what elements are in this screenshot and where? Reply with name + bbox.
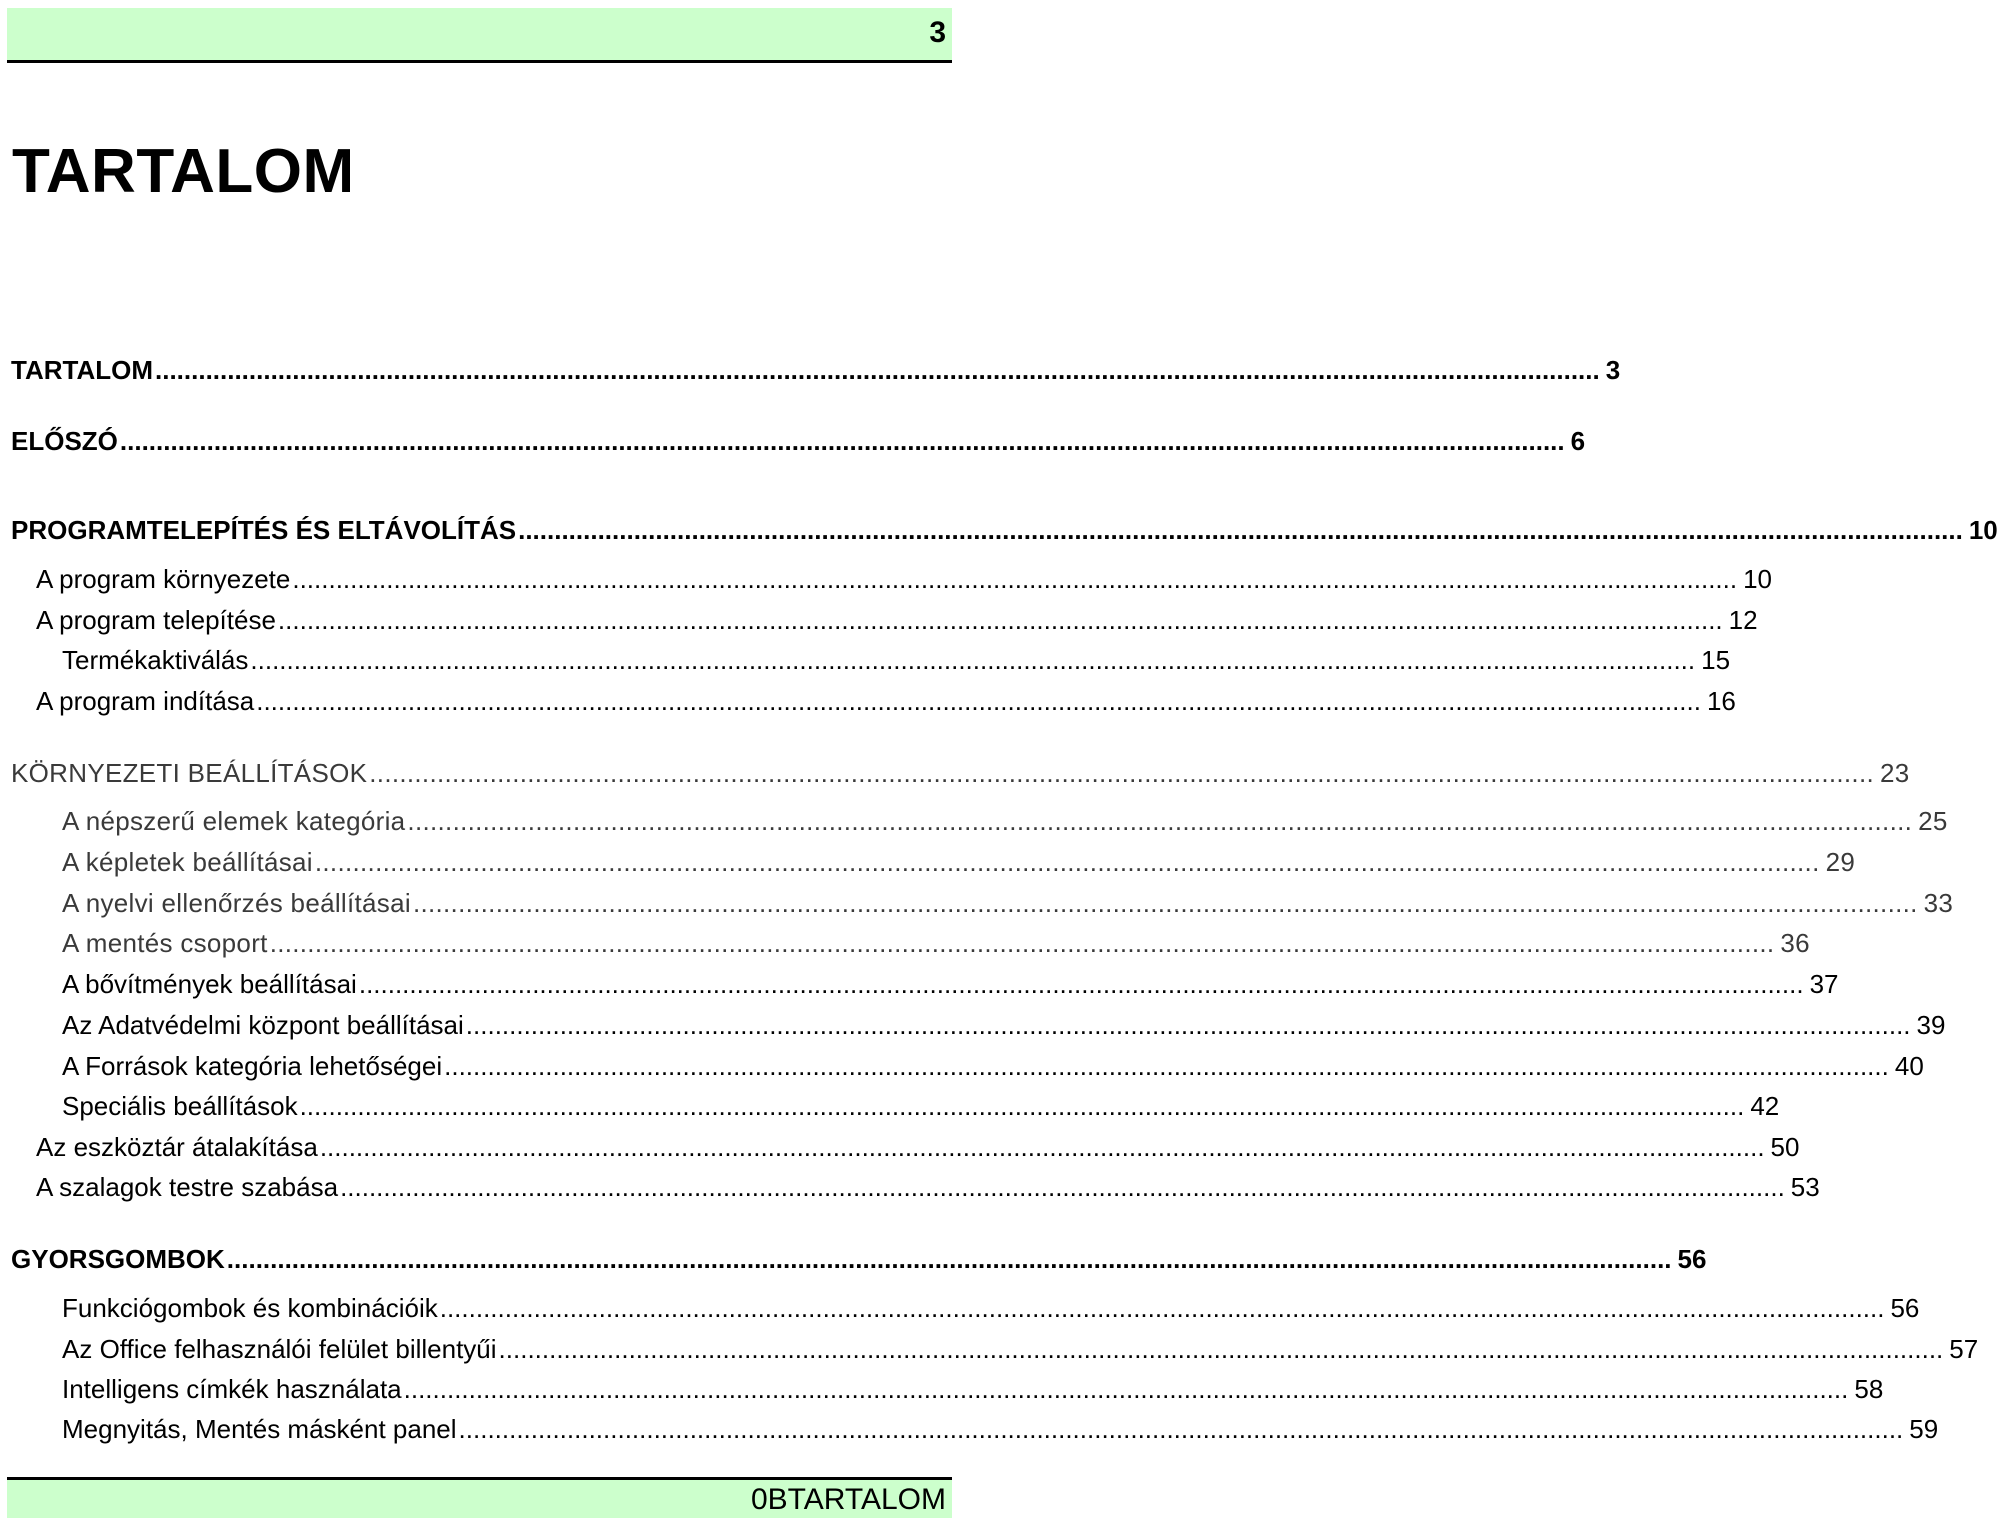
toc-entry[interactable] (36, 1170, 1820, 1204)
toc-entry[interactable] (62, 804, 1948, 838)
toc-dot-leader: ........................................................................................................................................................................................................ (444, 1051, 1889, 1081)
toc-entry[interactable] (62, 926, 1810, 960)
toc-entry[interactable] (62, 1412, 1939, 1446)
toc-dot-leader: ........................................................................................................................................................................................................ (314, 847, 1820, 877)
toc-entry[interactable] (62, 643, 1731, 677)
toc-entry[interactable] (11, 353, 1621, 387)
toc-entry-label: TARTALOM (11, 355, 153, 385)
toc-entry-label: GYORSGOMBOK (11, 1244, 225, 1274)
toc-entry-page-number: 42 (1750, 1091, 1780, 1121)
footer-section-label: 0BTARTALOM (750, 1483, 946, 1516)
toc-entry-page-number: 56 (1890, 1293, 1920, 1323)
toc-dot-leader: ........................................................................................................................................................................................................ (299, 1091, 1745, 1121)
toc-dot-leader: ........................................................................................................................................................................................................ (319, 1132, 1765, 1162)
toc-entry-label: PROGRAMTELEPÍTÉS ÉS ELTÁVOLÍTÁS (11, 515, 517, 545)
toc-entry[interactable] (11, 513, 1998, 547)
toc-dot-leader: ........................................................................................................................................................................................................ (403, 1374, 1849, 1404)
toc-entry-label: KÖRNYEZETI BEÁLLÍTÁSOK (11, 758, 368, 788)
toc-entry-label: Speciális beállítások (62, 1091, 298, 1121)
toc-dot-leader: ........................................................................................................................................................................................................ (465, 1010, 1911, 1040)
toc-entry-label: A népszerű elemek kategória (62, 806, 406, 836)
toc-entry[interactable] (62, 1291, 1920, 1325)
toc-entry-label: Az Adatvédelmi központ beállításai (62, 1010, 464, 1040)
toc-entry-page-number: 59 (1909, 1414, 1939, 1444)
header-bar (7, 8, 952, 60)
toc-dot-leader: ........................................................................................................................................................................................................ (250, 645, 1696, 675)
toc-dot-leader: ........................................................................................................................................................................................................ (358, 969, 1804, 999)
toc-entry-label: A bővítmények beállításai (62, 969, 357, 999)
toc-dot-leader: ........................................................................................................................................................................................................ (518, 515, 1963, 545)
toc-entry-page-number: 16 (1706, 686, 1736, 716)
toc-entry-label: A nyelvi ellenőrzés beállításai (62, 888, 411, 918)
toc-entry-page-number: 58 (1854, 1374, 1884, 1404)
toc-entry[interactable] (62, 1008, 1946, 1042)
toc-entry[interactable] (62, 1049, 1924, 1083)
toc-entry-page-number: 3 (1605, 355, 1621, 385)
toc-entry-page-number: 33 (1923, 888, 1954, 918)
toc-entry[interactable] (62, 886, 1954, 920)
toc-entry-page-number: 39 (1916, 1010, 1946, 1040)
toc-dot-leader: ........................................................................................................................................................................................................ (226, 1244, 1672, 1274)
toc-dot-leader: ........................................................................................................................................................................................................ (412, 888, 1918, 918)
toc-entry-label: A program környezete (36, 564, 291, 594)
toc-dot-leader: ........................................................................................................................................................................................................ (498, 1334, 1944, 1364)
toc-entry[interactable] (36, 684, 1736, 718)
toc-entry-label: ELŐSZÓ (11, 426, 118, 456)
toc-entry-label: A mentés csoport (62, 928, 268, 958)
toc-entry-page-number: 12 (1728, 605, 1758, 635)
toc-entry-label: A program indítása (36, 686, 255, 716)
toc-entry-label: Az eszköztár átalakítása (36, 1132, 318, 1162)
toc-dot-leader: ........................................................................................................................................................................................................ (439, 1293, 1885, 1323)
toc-entry-page-number: 37 (1809, 969, 1839, 999)
toc-entry-label: Az Office felhasználói felület billentyűi (62, 1334, 497, 1364)
toc-dot-leader: ........................................................................................................................................................................................................ (269, 928, 1775, 958)
toc-dot-leader: ........................................................................................................................................................................................................ (277, 605, 1723, 635)
toc-entry-label: A Források kategória lehetőségei (62, 1051, 443, 1081)
toc-entry-page-number: 36 (1780, 928, 1810, 958)
toc-entry-page-number: 29 (1825, 847, 1856, 877)
toc-entry[interactable] (11, 756, 1910, 790)
toc-entry-label: Funkciógombok és kombinációik (62, 1293, 438, 1323)
toc-entry-page-number: 40 (1894, 1051, 1924, 1081)
toc-dot-leader: ........................................................................................................................................................................................................ (119, 426, 1565, 456)
toc-dot-leader: ........................................................................................................................................................................................................ (407, 806, 1913, 836)
toc-entry-page-number: 10 (1743, 564, 1773, 594)
toc-dot-leader: ........................................................................................................................................................................................................ (292, 564, 1738, 594)
toc-entry-page-number: 23 (1880, 758, 1910, 788)
toc-entry-label: Intelligens címkék használata (62, 1374, 402, 1404)
toc-entry[interactable] (62, 1089, 1780, 1123)
toc-dot-leader: ........................................................................................................................................................................................................ (256, 686, 1701, 716)
toc-dot-leader: ........................................................................................................................................................................................................ (458, 1414, 1904, 1444)
toc-entry[interactable] (11, 424, 1586, 458)
toc-entry[interactable] (11, 1242, 1707, 1276)
toc-entry-page-number: 10 (1968, 515, 1998, 545)
toc-entry-page-number: 15 (1701, 645, 1731, 675)
toc-entry[interactable] (62, 1332, 1979, 1366)
toc-entry-label: A szalagok testre szabása (36, 1172, 339, 1202)
toc-entry-label: A képletek beállításai (62, 847, 313, 877)
toc-entry-page-number: 56 (1677, 1244, 1707, 1274)
toc-entry-label: Megnyitás, Mentés másként panel (62, 1414, 457, 1444)
toc-entry-page-number: 25 (1918, 806, 1948, 836)
toc-entry-page-number: 6 (1570, 426, 1586, 456)
toc-entry-page-number: 53 (1790, 1172, 1820, 1202)
toc-dot-leader: ........................................................................................................................................................................................................ (155, 355, 1600, 385)
page-title: TARTALOM (12, 137, 355, 206)
toc-entry[interactable] (62, 967, 1839, 1001)
toc-entry-page-number: 57 (1949, 1334, 1979, 1364)
toc-entry-label: A program telepítése (36, 605, 276, 635)
toc-entry[interactable] (62, 845, 1856, 879)
toc-entry[interactable] (62, 1372, 1884, 1406)
toc-entry[interactable] (36, 1130, 1800, 1164)
toc-dot-leader: ........................................................................................................................................................................................................ (340, 1172, 1785, 1202)
header-divider (7, 60, 952, 63)
page-number: 3 (929, 16, 946, 49)
toc-entry[interactable] (36, 562, 1773, 596)
toc-entry[interactable] (36, 603, 1758, 637)
toc-entry-page-number: 50 (1770, 1132, 1800, 1162)
toc-dot-leader: ........................................................................................................................................................................................................ (369, 758, 1874, 788)
toc-entry-label: Termékaktiválás (62, 645, 249, 675)
